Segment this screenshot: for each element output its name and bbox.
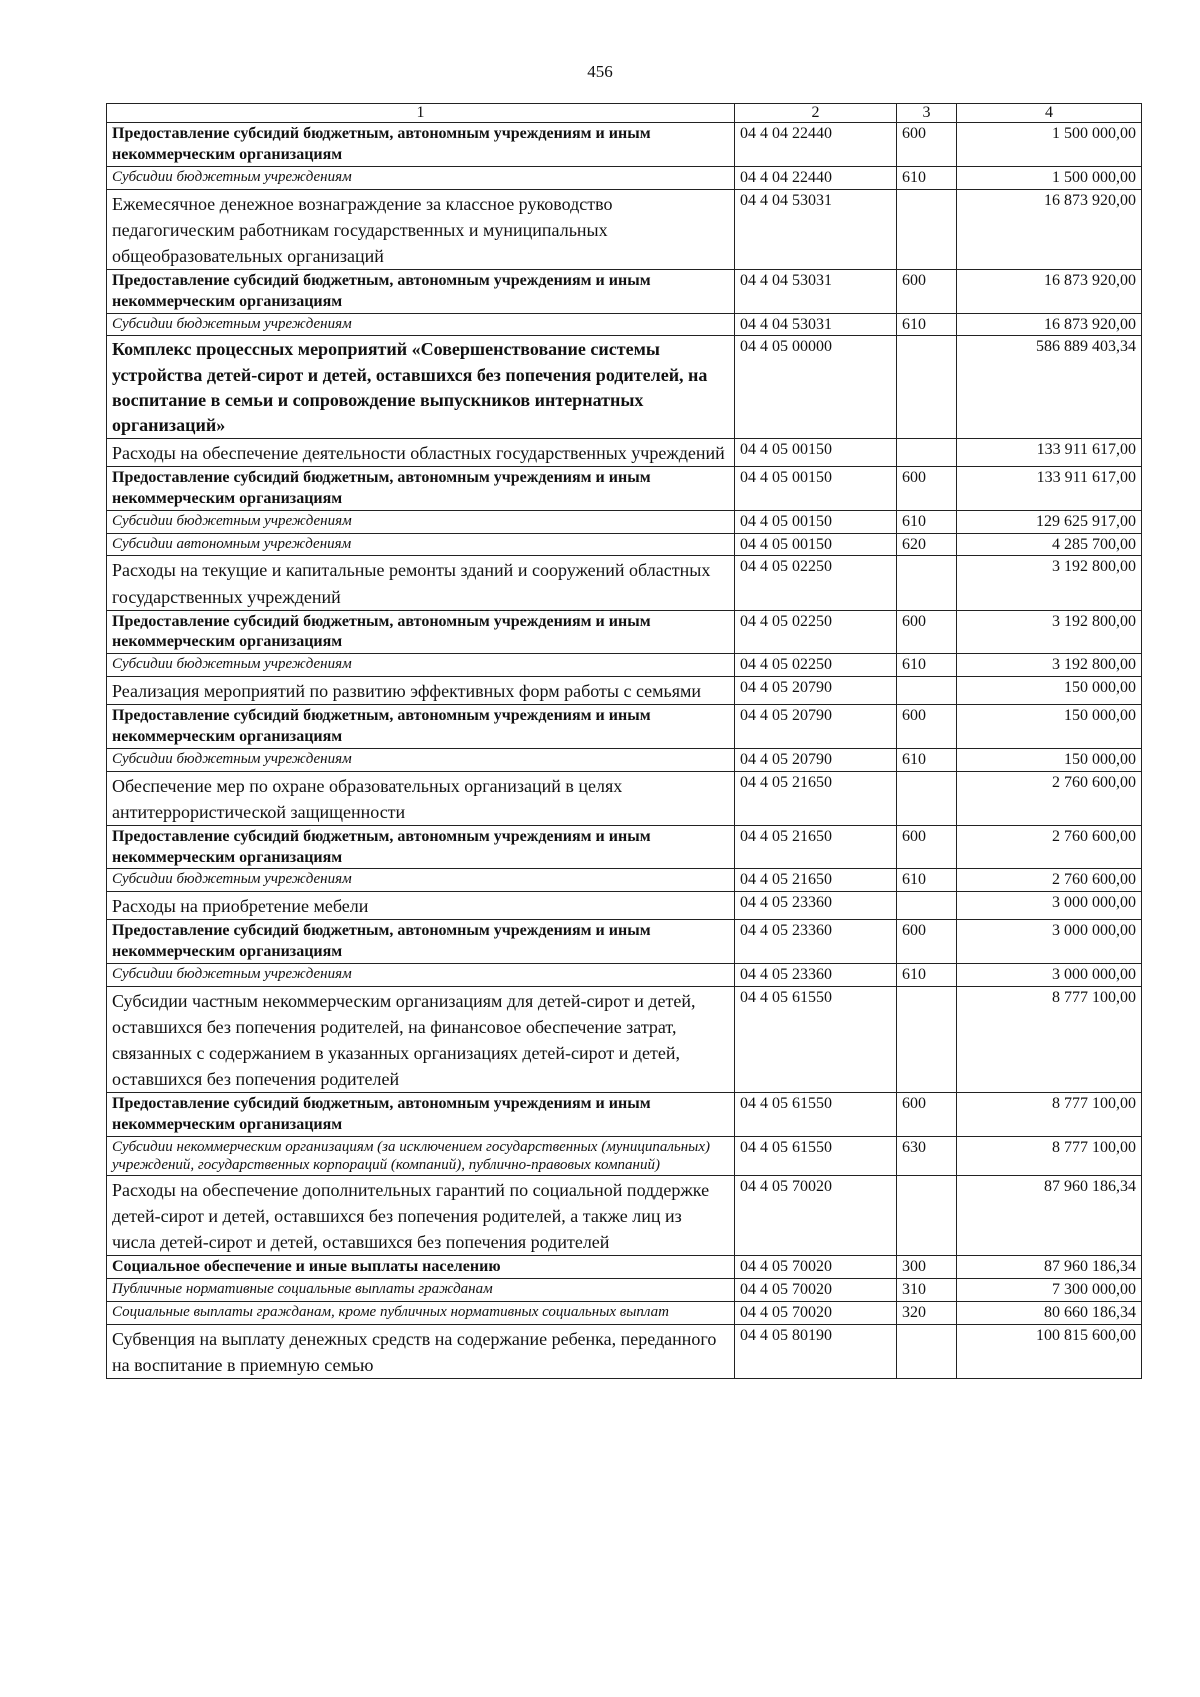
expense-type-cell: 630 xyxy=(897,1136,957,1176)
expense-name-cell: Публичные нормативные социальные выплаты гражданам xyxy=(107,1279,735,1302)
table-row xyxy=(107,771,1142,825)
amount-cell: 8 777 100,00 xyxy=(957,1092,1142,1136)
amount-cell: 129 625 917,00 xyxy=(957,510,1142,533)
table-row xyxy=(107,313,1142,336)
target-code-cell: 04 4 05 23360 xyxy=(735,920,897,964)
expense-type-cell: 600 xyxy=(897,705,957,749)
expense-type-cell xyxy=(897,439,957,467)
expense-type-cell: 310 xyxy=(897,1279,957,1302)
table-row xyxy=(107,336,1142,439)
expense-name-cell: Расходы на текущие и капитальные ремонты зданий и сооружений областных государственных учреждений xyxy=(107,556,735,610)
amount-cell: 1 500 000,00 xyxy=(957,123,1142,167)
amount-cell: 16 873 920,00 xyxy=(957,270,1142,314)
expense-type-cell: 300 xyxy=(897,1256,957,1279)
table-row xyxy=(107,610,1142,654)
table-row xyxy=(107,1136,1142,1176)
amount-cell: 16 873 920,00 xyxy=(957,189,1142,269)
target-code-cell: 04 4 05 21650 xyxy=(735,771,897,825)
table-row xyxy=(107,705,1142,749)
target-code-cell: 04 4 05 02250 xyxy=(735,556,897,610)
expense-name-cell: Ежемесячное денежное вознаграждение за классное руководство педагогическим работникам государственных и муниципальных общеобразовательных организаций xyxy=(107,189,735,269)
expense-name-cell: Субсидии бюджетным учреждениям xyxy=(107,166,735,189)
expense-type-cell: 600 xyxy=(897,610,957,654)
table-body xyxy=(107,123,1142,1379)
expense-name-cell: Предоставление субсидий бюджетным, автономным учреждениям и иным некоммерческим организациям xyxy=(107,610,735,654)
table-row xyxy=(107,869,1142,892)
expense-name-cell: Реализация мероприятий по развитию эффективных форм работы с семьями xyxy=(107,677,735,705)
expense-type-cell: 600 xyxy=(897,123,957,167)
amount-cell: 133 911 617,00 xyxy=(957,467,1142,511)
expense-name-cell: Субсидии некоммерческим организациям (за исключением государственных (муниципальных) учреждений, государственных корпораций (компаний), публично-правовых компаний) xyxy=(107,1136,735,1176)
table-row xyxy=(107,123,1142,167)
amount-cell: 100 815 600,00 xyxy=(957,1324,1142,1378)
expense-name-cell: Расходы на обеспечение деятельности областных государственных учреждений xyxy=(107,439,735,467)
table-row xyxy=(107,510,1142,533)
table-row xyxy=(107,166,1142,189)
table-row xyxy=(107,677,1142,705)
amount-cell: 586 889 403,34 xyxy=(957,336,1142,439)
amount-cell: 150 000,00 xyxy=(957,748,1142,771)
target-code-cell: 04 4 05 20790 xyxy=(735,705,897,749)
target-code-cell: 04 4 05 61550 xyxy=(735,1136,897,1176)
amount-cell: 2 760 600,00 xyxy=(957,771,1142,825)
expense-name-cell: Социальные выплаты гражданам, кроме публичных нормативных социальных выплат xyxy=(107,1301,735,1324)
amount-cell: 150 000,00 xyxy=(957,677,1142,705)
amount-cell: 3 192 800,00 xyxy=(957,556,1142,610)
expense-name-cell: Субвенция на выплату денежных средств на содержание ребенка, переданного на воспитание в приемную семью xyxy=(107,1324,735,1378)
expense-name-cell: Расходы на приобретение мебели xyxy=(107,892,735,920)
amount-cell: 3 192 800,00 xyxy=(957,654,1142,677)
table-row xyxy=(107,1279,1142,1302)
target-code-cell: 04 4 05 02250 xyxy=(735,610,897,654)
expense-type-cell xyxy=(897,189,957,269)
target-code-cell: 04 4 05 23360 xyxy=(735,892,897,920)
expense-name-cell: Предоставление субсидий бюджетным, автономным учреждениям и иным некоммерческим организациям xyxy=(107,825,735,869)
table-row xyxy=(107,1176,1142,1256)
table-header-row xyxy=(107,104,1142,123)
expense-name-cell: Субсидии бюджетным учреждениям xyxy=(107,654,735,677)
target-code-cell: 04 4 04 53031 xyxy=(735,313,897,336)
target-code-cell: 04 4 05 00150 xyxy=(735,533,897,556)
amount-cell: 16 873 920,00 xyxy=(957,313,1142,336)
amount-cell: 3 000 000,00 xyxy=(957,892,1142,920)
expense-type-cell: 620 xyxy=(897,533,957,556)
expense-type-cell: 610 xyxy=(897,963,957,986)
expense-name-cell: Предоставление субсидий бюджетным, автономным учреждениям и иным некоммерческим организациям xyxy=(107,270,735,314)
expense-type-cell: 600 xyxy=(897,1092,957,1136)
table-row xyxy=(107,892,1142,920)
target-code-cell: 04 4 05 21650 xyxy=(735,825,897,869)
amount-cell: 8 777 100,00 xyxy=(957,1136,1142,1176)
expense-type-cell: 610 xyxy=(897,313,957,336)
amount-cell: 80 660 186,34 xyxy=(957,1301,1142,1324)
table-row xyxy=(107,1256,1142,1279)
table-row xyxy=(107,556,1142,610)
expense-name-cell: Субсидии бюджетным учреждениям xyxy=(107,963,735,986)
page-number: 456 xyxy=(587,62,613,81)
expense-name-cell: Субсидии бюджетным учреждениям xyxy=(107,313,735,336)
expense-name-cell: Субсидии бюджетным учреждениям xyxy=(107,869,735,892)
expense-type-cell: 600 xyxy=(897,825,957,869)
expense-type-cell xyxy=(897,1324,957,1378)
target-code-cell: 04 4 05 21650 xyxy=(735,869,897,892)
amount-cell: 150 000,00 xyxy=(957,705,1142,749)
table-row xyxy=(107,920,1142,964)
target-code-cell: 04 4 05 00150 xyxy=(735,510,897,533)
target-code-cell: 04 4 05 20790 xyxy=(735,748,897,771)
target-code-cell: 04 4 05 00150 xyxy=(735,467,897,511)
target-code-cell: 04 4 04 53031 xyxy=(735,270,897,314)
expense-type-cell: 610 xyxy=(897,748,957,771)
header-col-4: 4 xyxy=(957,104,1142,123)
table-row xyxy=(107,825,1142,869)
amount-cell: 3 000 000,00 xyxy=(957,920,1142,964)
amount-cell: 1 500 000,00 xyxy=(957,166,1142,189)
expense-name-cell: Субсидии частным некоммерческим организациям для детей-сирот и детей, оставшихся без попечения родителей, на финансовое обеспечение затрат, связанных с содержанием в указанных организациях детей-сирот и детей, оставшихся без попечения родителей xyxy=(107,986,735,1092)
target-code-cell: 04 4 04 22440 xyxy=(735,123,897,167)
amount-cell: 3 192 800,00 xyxy=(957,610,1142,654)
amount-cell: 2 760 600,00 xyxy=(957,825,1142,869)
expense-type-cell: 610 xyxy=(897,654,957,677)
expense-type-cell xyxy=(897,1176,957,1256)
expense-type-cell xyxy=(897,336,957,439)
target-code-cell: 04 4 05 00000 xyxy=(735,336,897,439)
expense-name-cell: Субсидии бюджетным учреждениям xyxy=(107,510,735,533)
header-col-2: 2 xyxy=(735,104,897,123)
expense-type-cell: 600 xyxy=(897,270,957,314)
target-code-cell: 04 4 05 70020 xyxy=(735,1301,897,1324)
expense-type-cell: 610 xyxy=(897,510,957,533)
target-code-cell: 04 4 05 61550 xyxy=(735,986,897,1092)
expense-type-cell xyxy=(897,986,957,1092)
table-row xyxy=(107,963,1142,986)
table-row xyxy=(107,1301,1142,1324)
expense-type-cell xyxy=(897,892,957,920)
table-row xyxy=(107,748,1142,771)
amount-cell: 8 777 100,00 xyxy=(957,986,1142,1092)
expense-type-cell: 610 xyxy=(897,869,957,892)
table-row xyxy=(107,1092,1142,1136)
table-row xyxy=(107,986,1142,1092)
expense-type-cell xyxy=(897,556,957,610)
header-col-1: 1 xyxy=(107,104,735,123)
target-code-cell: 04 4 05 23360 xyxy=(735,963,897,986)
expense-type-cell xyxy=(897,677,957,705)
amount-cell: 87 960 186,34 xyxy=(957,1176,1142,1256)
expense-name-cell: Предоставление субсидий бюджетным, автономным учреждениям и иным некоммерческим организациям xyxy=(107,705,735,749)
target-code-cell: 04 4 05 70020 xyxy=(735,1256,897,1279)
expense-type-cell xyxy=(897,771,957,825)
expense-name-cell: Предоставление субсидий бюджетным, автономным учреждениям и иным некоммерческим организациям xyxy=(107,920,735,964)
expense-name-cell: Предоставление субсидий бюджетным, автономным учреждениям и иным некоммерческим организациям xyxy=(107,1092,735,1136)
amount-cell: 87 960 186,34 xyxy=(957,1256,1142,1279)
target-code-cell: 04 4 05 02250 xyxy=(735,654,897,677)
expense-name-cell: Расходы на обеспечение дополнительных гарантий по социальной поддержке детей-сирот и детей, оставшихся без попечения родителей, а также лиц из числа детей-сирот и детей, оставшихся без попечения родителей xyxy=(107,1176,735,1256)
target-code-cell: 04 4 04 22440 xyxy=(735,166,897,189)
expense-name-cell: Субсидии бюджетным учреждениям xyxy=(107,748,735,771)
expense-name-cell: Предоставление субсидий бюджетным, автономным учреждениям и иным некоммерческим организациям xyxy=(107,467,735,511)
expense-name-cell: Субсидии автономным учреждениям xyxy=(107,533,735,556)
table-row xyxy=(107,439,1142,467)
target-code-cell: 04 4 05 61550 xyxy=(735,1092,897,1136)
target-code-cell: 04 4 04 53031 xyxy=(735,189,897,269)
table-row xyxy=(107,533,1142,556)
amount-cell: 3 000 000,00 xyxy=(957,963,1142,986)
table-row xyxy=(107,654,1142,677)
budget-table xyxy=(106,103,1142,1379)
table-row xyxy=(107,189,1142,269)
table-row xyxy=(107,467,1142,511)
header-col-3: 3 xyxy=(897,104,957,123)
target-code-cell: 04 4 05 70020 xyxy=(735,1176,897,1256)
target-code-cell: 04 4 05 70020 xyxy=(735,1279,897,1302)
target-code-cell: 04 4 05 00150 xyxy=(735,439,897,467)
expense-name-cell: Обеспечение мер по охране образовательных организаций в целях антитеррористической защищенности xyxy=(107,771,735,825)
amount-cell: 4 285 700,00 xyxy=(957,533,1142,556)
amount-cell: 7 300 000,00 xyxy=(957,1279,1142,1302)
amount-cell: 2 760 600,00 xyxy=(957,869,1142,892)
expense-type-cell: 600 xyxy=(897,920,957,964)
expense-type-cell: 600 xyxy=(897,467,957,511)
target-code-cell: 04 4 05 20790 xyxy=(735,677,897,705)
table-row xyxy=(107,1324,1142,1378)
amount-cell: 133 911 617,00 xyxy=(957,439,1142,467)
table-row xyxy=(107,270,1142,314)
expense-name-cell: Социальное обеспечение и иные выплаты населению xyxy=(107,1256,735,1279)
expense-type-cell: 320 xyxy=(897,1301,957,1324)
target-code-cell: 04 4 05 80190 xyxy=(735,1324,897,1378)
expense-name-cell: Комплекс процессных мероприятий «Совершенствование системы устройства детей-сирот и детей, оставшихся без попечения родителей, на воспитание в семьи и сопровождение выпускников интернатных организаций» xyxy=(107,336,735,439)
expense-name-cell: Предоставление субсидий бюджетным, автономным учреждениям и иным некоммерческим организациям xyxy=(107,123,735,167)
expense-type-cell: 610 xyxy=(897,166,957,189)
